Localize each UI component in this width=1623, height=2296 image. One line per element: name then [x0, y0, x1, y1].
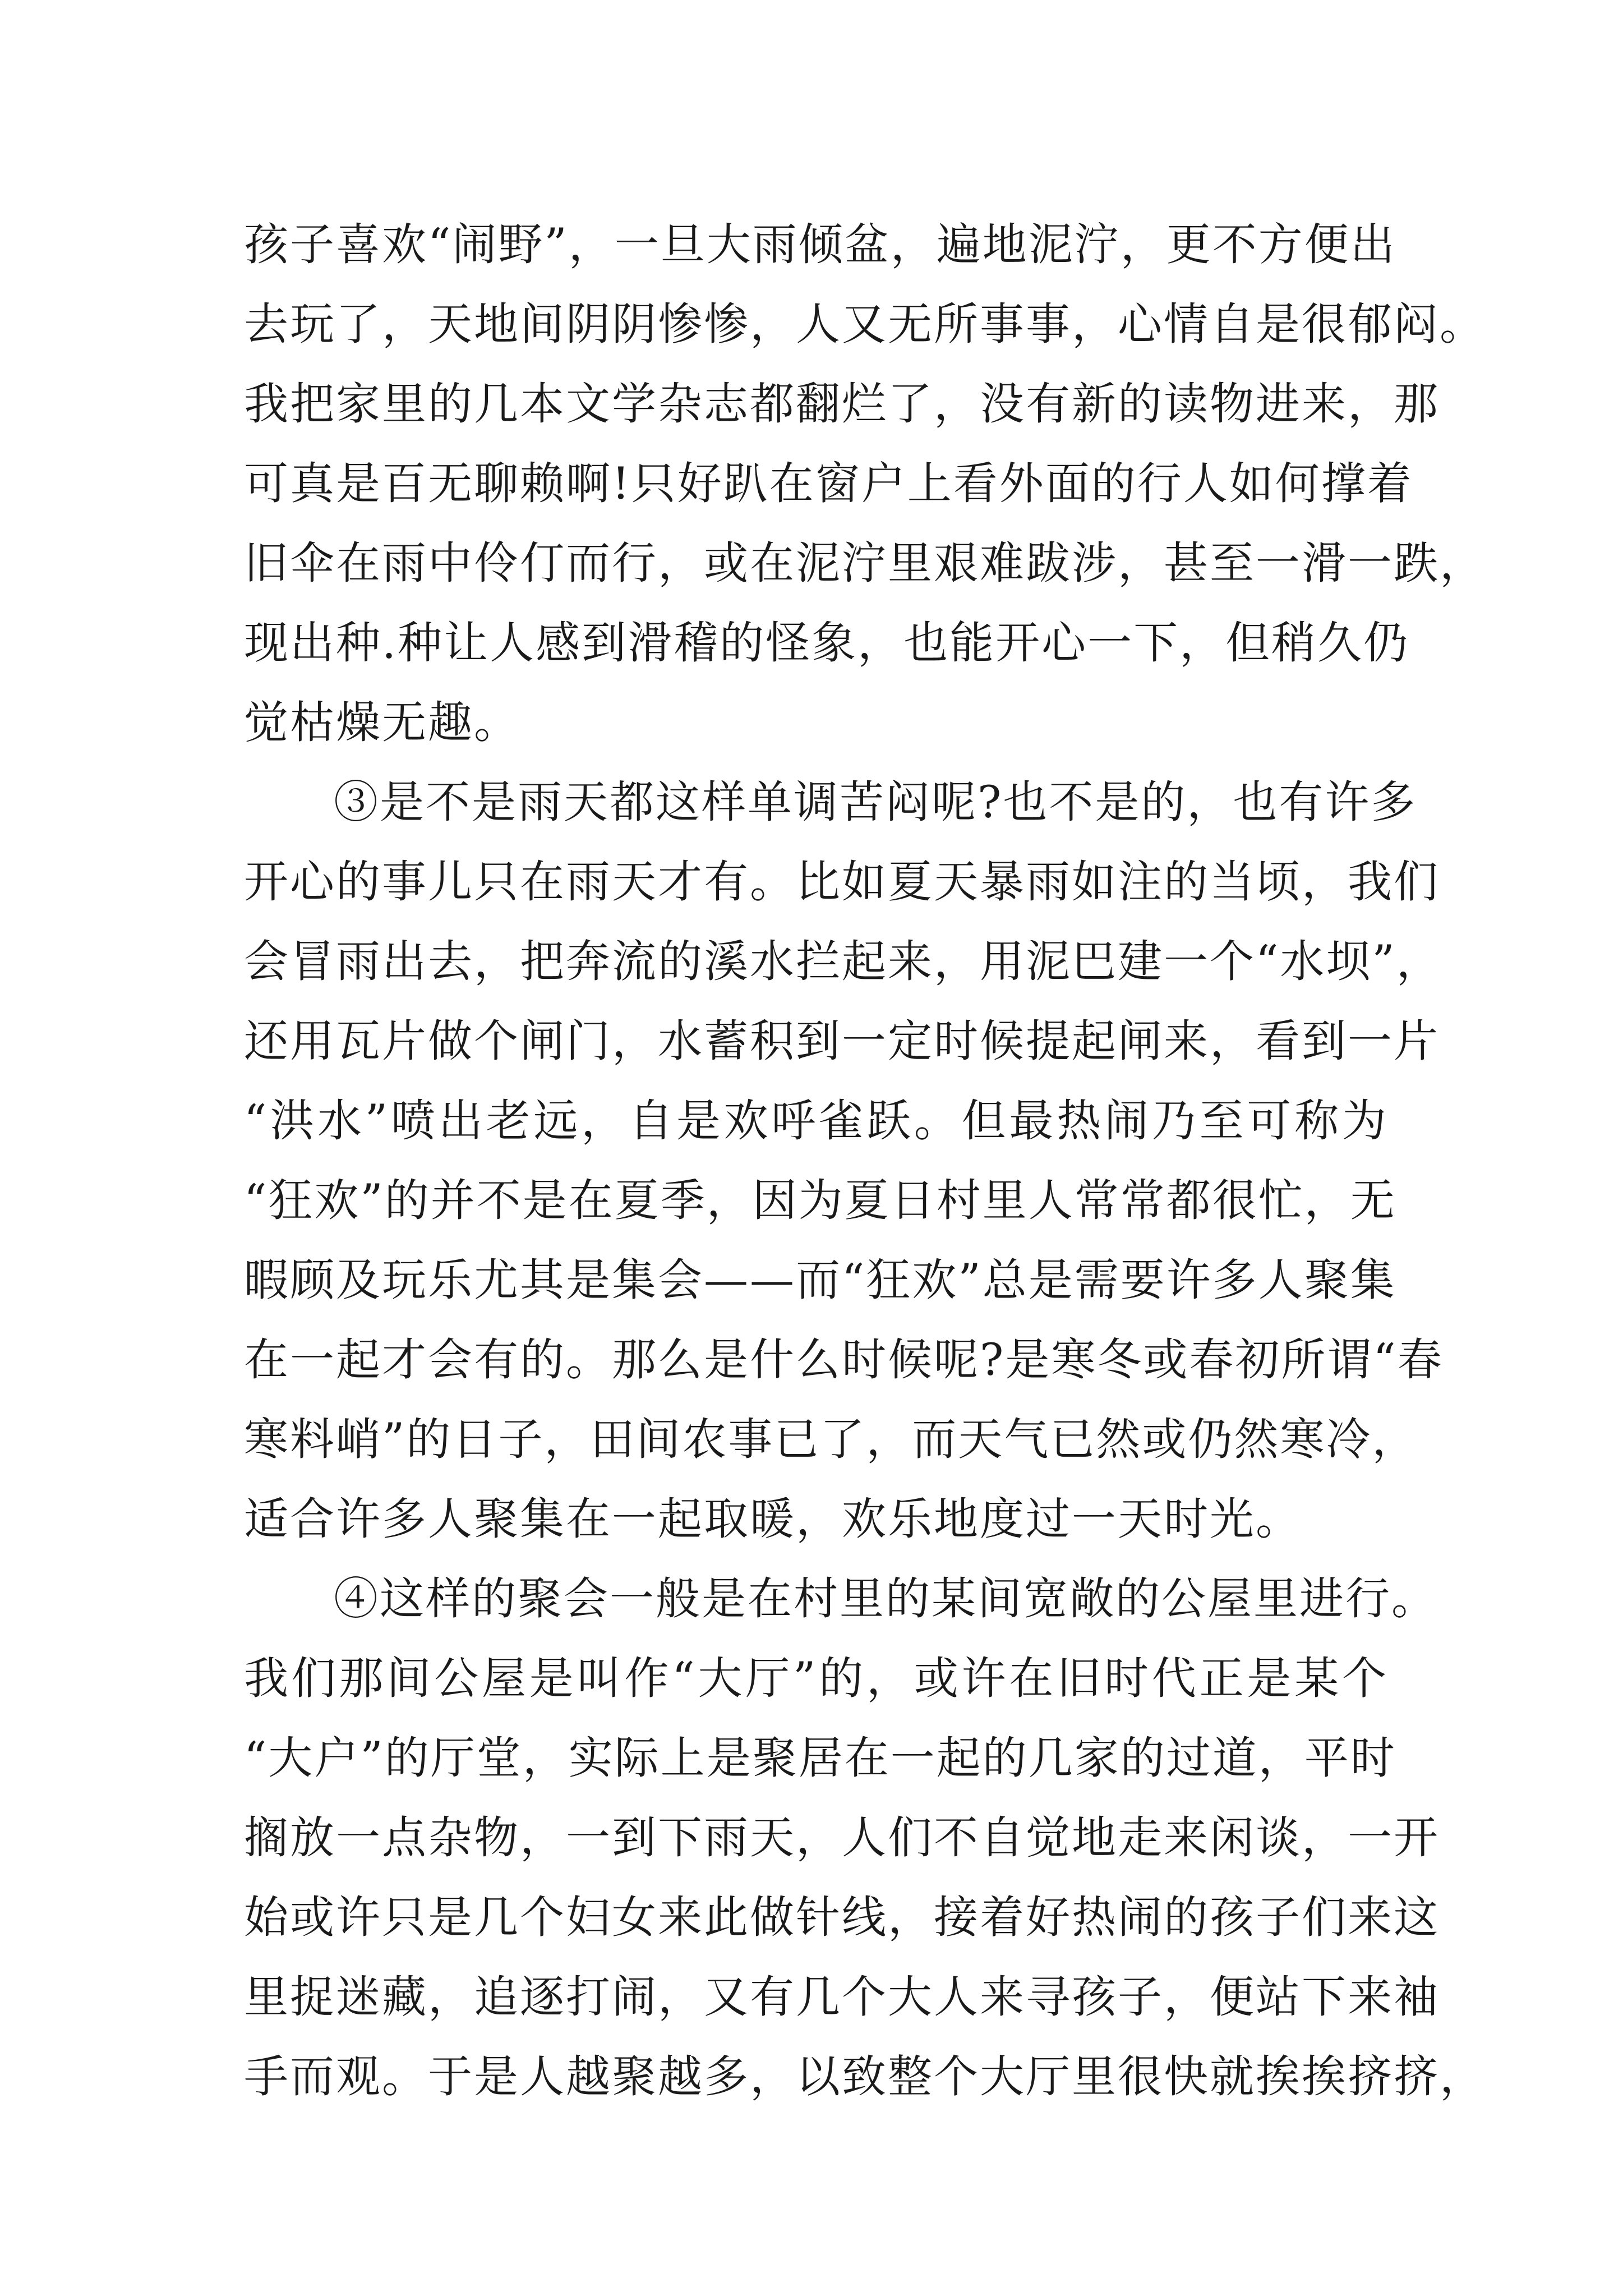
text-line: 里捉迷藏，追逐打闹，又有几个大人来寻孩子，便站下来袖	[244, 1971, 1440, 2023]
paragraph-continued	[244, 205, 1486, 762]
text-line: 旧伞在雨中伶仃而行，或在泥泞里艰难跋涉，甚至一滑一跌，	[244, 537, 1486, 589]
text-line: 觉枯燥无趣。	[244, 697, 520, 748]
text-line: 适合许多人聚集在一起取暖，欢乐地度过一天时光。	[244, 1493, 1302, 1545]
text-line: ③是不是雨天都这样单调苦闷呢?也不是的，也有许多	[334, 776, 1417, 828]
text-line: “大户”的厅堂，实际上是聚居在一起的几家的过道，平时	[244, 1732, 1396, 1784]
text-line: 还用瓦片做个闸门，水蓄积到一定时候提起闸来，看到一片	[244, 1015, 1440, 1067]
text-line: 现出种.种让人感到滑稽的怪象，也能开心一下，但稍久仍	[244, 617, 1410, 669]
text-line: 会冒雨出去，把奔流的溪水拦起来，用泥巴建一个“水坝”，	[244, 936, 1442, 987]
text-line: 搁放一点杂物，一到下雨天，人们不自觉地走来闲谈，一开	[244, 1812, 1440, 1864]
paragraph-3	[244, 762, 1444, 1559]
text-line: ④这样的聚会一般是在村里的某间宽敞的公屋里进行。	[334, 1573, 1437, 1625]
text-line: 我把家里的几本文学杂志都翻烂了，没有新的读物进来，那	[244, 378, 1440, 430]
text-line: 始或许只是几个妇女来此做针线，接着好热闹的孩子们来这	[244, 1892, 1440, 1943]
paragraph-4	[244, 1559, 1486, 2116]
text-line: 孩子喜欢“闹野”，一旦大雨倾盆，遍地泥泞，更不方便出	[244, 219, 1396, 270]
text-line: 暇顾及玩乐尤其是集会——而“狂欢”总是需要许多人聚集	[244, 1254, 1396, 1306]
text-line: “洪水”喷出老远，自是欢呼雀跃。但最热闹乃至可称为	[244, 1095, 1388, 1147]
text-line: 去玩了，天地间阴阴惨惨，人又无所事事，心情自是很郁闷。	[244, 298, 1486, 350]
text-line: 手而观。于是人越聚越多，以致整个大厅里很快就挨挨挤挤，	[244, 2051, 1486, 2102]
body-text	[244, 205, 1486, 2116]
text-line: “狂欢”的并不是在夏季，因为夏日村里人常常都很忙，无	[244, 1175, 1396, 1226]
text-line: 开心的事儿只在雨天才有。比如夏天暴雨如注的当顷，我们	[244, 856, 1440, 908]
text-line: 我们那间公屋是叫作“大厅”的，或许在旧时代正是某个	[244, 1653, 1388, 1704]
text-line: 寒料峭”的日子，田间农事已了，而天气已然或仍然寒冷，	[244, 1414, 1418, 1465]
text-line: 可真是百无聊赖啊!只好趴在窗户上看外面的行人如何撑着	[244, 458, 1413, 509]
text-line: 在一起才会有的。那么是什么时候呢?是寒冬或春初所谓“春	[244, 1334, 1444, 1386]
